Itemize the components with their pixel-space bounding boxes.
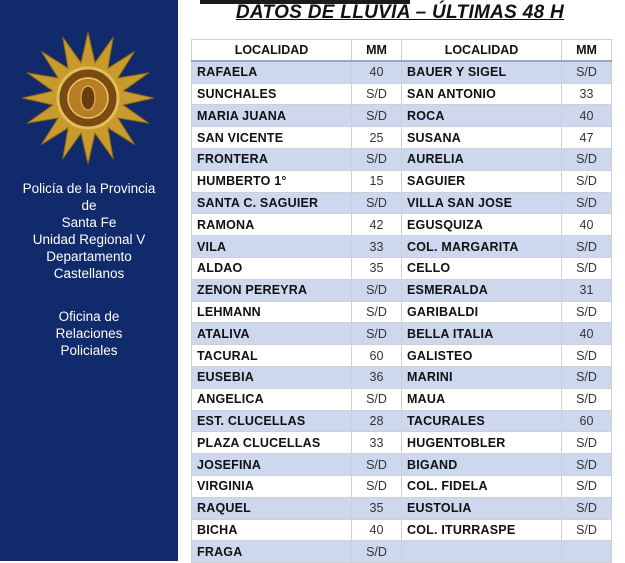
mm-cell: S/D [562, 170, 612, 192]
localidad-cell: FRONTERA [192, 148, 352, 170]
mm-cell: S/D [352, 454, 402, 476]
localidad-cell: BELLA ITALIA [402, 323, 562, 345]
table-row [192, 170, 612, 192]
mm-cell: S/D [562, 454, 612, 476]
localidad-cell: JOSEFINA [192, 454, 352, 476]
table-row [192, 257, 612, 279]
localidad-cell: GARIBALDI [402, 301, 562, 323]
org-line: Policía de la Provincia [22, 181, 156, 196]
mm-cell: S/D [352, 301, 402, 323]
table-row [192, 475, 612, 497]
localidad-cell: TACURAL [192, 345, 352, 367]
localidad-cell: FRAGA [192, 541, 352, 563]
localidad-cell: ANGELICA [192, 388, 352, 410]
localidad-cell: RAFAELA [192, 61, 352, 83]
mm-cell: S/D [562, 475, 612, 497]
sidebar [0, 0, 178, 561]
localidad-cell: RAMONA [192, 214, 352, 236]
localidad-cell: ESMERALDA [402, 279, 562, 301]
mm-cell: S/D [352, 192, 402, 214]
localidad-cell: COL. MARGARITA [402, 236, 562, 258]
localidad-cell: SAGUIER [402, 170, 562, 192]
mm-cell: 40 [562, 323, 612, 345]
mm-cell: S/D [562, 432, 612, 454]
header-localidad: LOCALIDAD [192, 40, 352, 62]
mm-cell: 33 [352, 432, 402, 454]
mm-cell: S/D [562, 236, 612, 258]
mm-cell: 40 [352, 61, 402, 83]
mm-cell: S/D [562, 257, 612, 279]
table-row [192, 323, 612, 345]
table-row [192, 519, 612, 541]
org-line: Santa Fe [61, 215, 117, 230]
table-row [192, 541, 612, 563]
mm-cell: S/D [352, 148, 402, 170]
header-mm: MM [352, 40, 402, 62]
table-row [192, 388, 612, 410]
localidad-cell: BAUER Y SIGEL [402, 61, 562, 83]
mm-cell: 36 [352, 366, 402, 388]
localidad-cell: AURELIA [402, 148, 562, 170]
mm-cell: S/D [562, 61, 612, 83]
localidad-cell: BICHA [192, 519, 352, 541]
mm-cell: S/D [562, 148, 612, 170]
localidad-cell: VILA [192, 236, 352, 258]
localidad-cell: ROCA [402, 105, 562, 127]
org-line: de [81, 198, 97, 213]
table-row [192, 127, 612, 149]
mm-cell: S/D [352, 279, 402, 301]
mm-cell: S/D [352, 475, 402, 497]
localidad-cell: RAQUEL [192, 497, 352, 519]
localidad-cell: PLAZA CLUCELLAS [192, 432, 352, 454]
table-row [192, 236, 612, 258]
localidad-cell: EUSTOLIA [402, 497, 562, 519]
localidad-cell: ALDAO [192, 257, 352, 279]
localidad-cell: SANTA C. SAGUIER [192, 192, 352, 214]
mm-cell: 28 [352, 410, 402, 432]
localidad-cell: ATALIVA [192, 323, 352, 345]
table-row [192, 345, 612, 367]
mm-cell: S/D [562, 366, 612, 388]
table-row [192, 366, 612, 388]
mm-cell: 25 [352, 127, 402, 149]
localidad-cell: SAN ANTONIO [402, 83, 562, 105]
localidad-cell: MARINI [402, 366, 562, 388]
mm-cell: 40 [562, 214, 612, 236]
mm-cell: 33 [352, 236, 402, 258]
table-row [192, 148, 612, 170]
table-row [192, 279, 612, 301]
office-line: Policiales [60, 343, 118, 358]
mm-cell: S/D [352, 105, 402, 127]
org-line: Departamento [46, 249, 132, 264]
localidad-cell: ZENON PEREYRA [192, 279, 352, 301]
mm-cell: 35 [352, 257, 402, 279]
mm-cell: 31 [562, 279, 612, 301]
page-title: DATOS DE LLUVIA – ÚLTIMAS 48 H [235, 2, 565, 23]
organization-block [0, 180, 178, 359]
localidad-cell [402, 541, 562, 563]
table-row [192, 83, 612, 105]
mm-cell: S/D [352, 388, 402, 410]
localidad-cell: LEHMANN [192, 301, 352, 323]
mm-cell: S/D [562, 497, 612, 519]
localidad-cell: MARIA JUANA [192, 105, 352, 127]
office-line: Relaciones [55, 326, 123, 341]
table-row [192, 61, 612, 83]
table-row [192, 432, 612, 454]
police-star-badge-icon [20, 30, 156, 166]
localidad-cell: CELLO [402, 257, 562, 279]
mm-cell [562, 541, 612, 563]
mm-cell: 40 [562, 105, 612, 127]
localidad-cell: MAUA [402, 388, 562, 410]
mm-cell: S/D [562, 388, 612, 410]
localidad-cell: BIGAND [402, 454, 562, 476]
localidad-cell: SAN VICENTE [192, 127, 352, 149]
table-row [192, 105, 612, 127]
mm-cell: S/D [562, 192, 612, 214]
mm-cell: 60 [352, 345, 402, 367]
localidad-cell: TACURALES [402, 410, 562, 432]
mm-cell: 60 [562, 410, 612, 432]
office-line: Oficina de [58, 309, 120, 324]
localidad-cell: EST. CLUCELLAS [192, 410, 352, 432]
table-row [192, 410, 612, 432]
table-row [192, 192, 612, 214]
mm-cell: S/D [562, 345, 612, 367]
mm-cell: S/D [352, 541, 402, 563]
rainfall-table [191, 39, 612, 563]
table-header-row [192, 40, 612, 62]
mm-cell: 33 [562, 83, 612, 105]
localidad-cell: GALISTEO [402, 345, 562, 367]
mm-cell: 15 [352, 170, 402, 192]
org-line: Unidad Regional V [32, 232, 146, 247]
localidad-cell: HUGENTOBLER [402, 432, 562, 454]
mm-cell: S/D [562, 301, 612, 323]
localidad-cell: VILLA SAN JOSE [402, 192, 562, 214]
mm-cell: S/D [352, 83, 402, 105]
localidad-cell: VIRGINIA [192, 475, 352, 497]
mm-cell: S/D [562, 519, 612, 541]
localidad-cell: COL. ITURRASPE [402, 519, 562, 541]
table-row [192, 497, 612, 519]
mm-cell: 40 [352, 519, 402, 541]
header-localidad: LOCALIDAD [402, 40, 562, 62]
mm-cell: S/D [352, 323, 402, 345]
localidad-cell: HUMBERTO 1° [192, 170, 352, 192]
localidad-cell: EUSEBIA [192, 366, 352, 388]
mm-cell: 35 [352, 497, 402, 519]
table-row [192, 214, 612, 236]
org-line: Castellanos [53, 266, 125, 281]
mm-cell: 42 [352, 214, 402, 236]
header-mm: MM [562, 40, 612, 62]
localidad-cell: EGUSQUIZA [402, 214, 562, 236]
table-row [192, 454, 612, 476]
localidad-cell: SUSANA [402, 127, 562, 149]
localidad-cell: COL. FIDELA [402, 475, 562, 497]
mm-cell: 47 [562, 127, 612, 149]
localidad-cell: SUNCHALES [192, 83, 352, 105]
table-row [192, 301, 612, 323]
